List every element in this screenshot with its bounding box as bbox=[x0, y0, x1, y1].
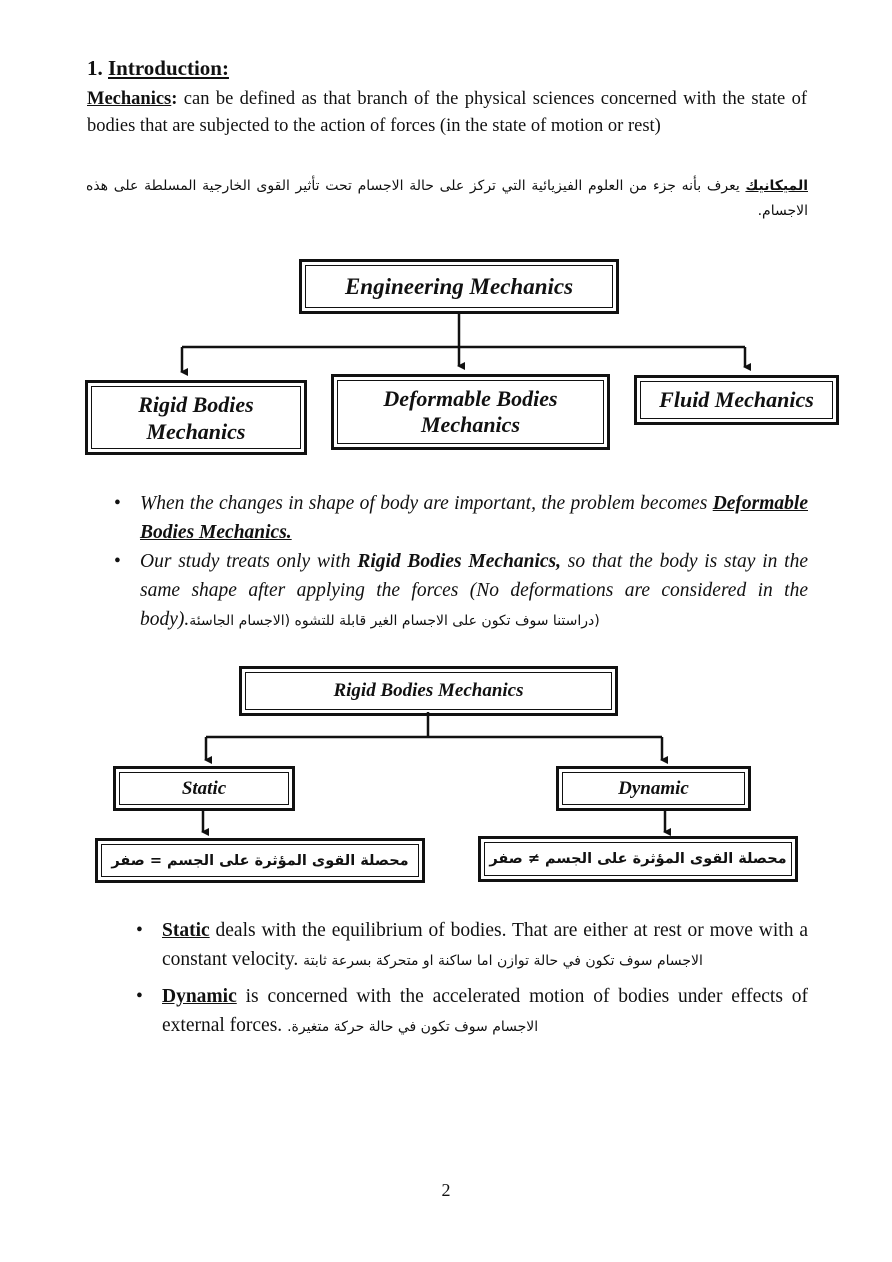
fluid-mechanics-box bbox=[634, 375, 839, 425]
deformable-bodies-box bbox=[331, 374, 610, 450]
bullet-list-1 bbox=[110, 489, 808, 636]
list-item: • Static deals with the equilibrium of bodies. That are either at rest or move with a constant velocity. الاجسام سوف تكون في حالة توازن اما ساكنة او متحركة بسرعة ثابتة bbox=[132, 916, 808, 976]
intro-arabic-text: يعرف بأنه جزء من العلوم الفيزيائية التي تركز على حالة الاجسام تحت تأثير القوى الخارجية المسلطة على هذه الاجسام. bbox=[86, 178, 808, 219]
dynamic-result-label: محصلة القوى المؤثرة على الجسم ≠ صفر bbox=[489, 851, 787, 867]
static-result-label: محصلة القوى المؤثرة على الجسم = صفر bbox=[111, 852, 409, 869]
deformable-bodies-label-line2: Mechanics bbox=[421, 412, 520, 437]
engineering-mechanics-label: Engineering Mechanics bbox=[344, 273, 574, 299]
rigid-bodies-mechanics-box bbox=[239, 666, 618, 716]
intro-colon: : bbox=[171, 89, 178, 109]
rigid-bodies-mechanics-label: Rigid Bodies Mechanics bbox=[333, 680, 524, 701]
rigid-bodies-term: Rigid Bodies Mechanics, bbox=[357, 551, 561, 572]
section-number: 1. bbox=[87, 56, 103, 80]
dynamic-term: Dynamic bbox=[162, 986, 237, 1007]
list-item: • Dynamic is concerned with the accelerated motion of bodies under effects of external forces. الاجسام سوف تكون في حالة حركة متغيرة. bbox=[132, 982, 808, 1042]
dynamic-box bbox=[556, 766, 751, 811]
rigid-bodies-label-line2: Mechanics bbox=[146, 418, 246, 444]
intro-arabic-term: الميكانيك bbox=[745, 178, 808, 194]
rigid-bodies-label-line1: Rigid Bodies bbox=[138, 391, 254, 417]
static-label: Static bbox=[181, 777, 227, 799]
deformable-bodies-term: Deformable Bodies Mechanics. bbox=[140, 493, 808, 543]
dynamic-label: Dynamic bbox=[618, 777, 689, 799]
section-title: Introduction: bbox=[108, 56, 229, 80]
list-item: • Our study treats only with Rigid Bodies Mechanics, so that the body is stay in the same shape after applying the forces (No deformations are considered in the body).(دراستنا سوف تكون على الاجسام الغير قابلة للتشوه (الاجسام الجاسئة bbox=[110, 547, 808, 636]
static-result-box bbox=[95, 838, 425, 883]
intro-term: Mechanics bbox=[87, 89, 172, 109]
dynamic-result-box bbox=[478, 836, 798, 882]
fluid-mechanics-label: Fluid Mechanics bbox=[659, 387, 814, 412]
engineering-mechanics-box bbox=[299, 259, 619, 314]
rigid-bodies-box bbox=[85, 380, 307, 455]
static-box bbox=[113, 766, 295, 811]
deformable-bodies-label-line1: Deformable Bodies bbox=[383, 386, 558, 411]
static-term: Static bbox=[162, 920, 210, 941]
list-item: • When the changes in shape of body are important, the problem becomes Deformable Bodies Mechanics. bbox=[110, 489, 808, 547]
bullet-list-2 bbox=[132, 916, 808, 1042]
static-arabic-note: الاجسام سوف تكون في حالة توازن اما ساكنة او متحركة بسرعة ثابتة bbox=[303, 953, 703, 969]
page-number: 2 bbox=[441, 1180, 451, 1200]
rigid-bodies-arabic-note: (دراستنا سوف تكون على الاجسام الغير قابلة للتشوه (الاجسام الجاسئة bbox=[189, 613, 600, 629]
intro-text: can be defined as that branch of the physical sciences concerned with the state of bodies that are subjected to the action of forces (in the state of motion or rest) bbox=[87, 89, 807, 136]
dynamic-arabic-note: الاجسام سوف تكون في حالة حركة متغيرة. bbox=[287, 1019, 539, 1035]
